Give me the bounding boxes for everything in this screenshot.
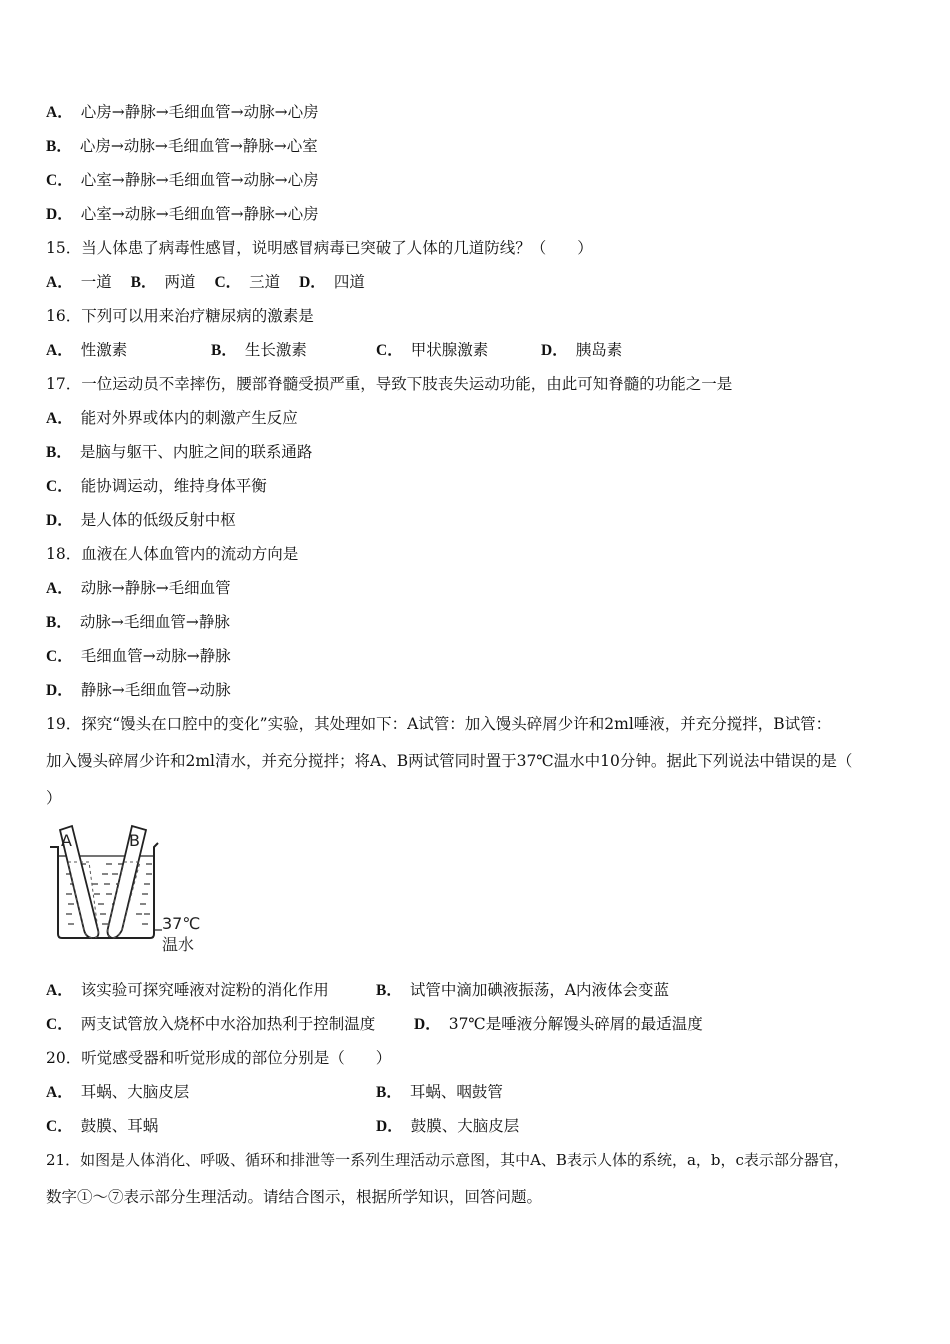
q16-stem: 16．下列可以用来治疗糖尿病的激素是 bbox=[46, 307, 314, 325]
option-label: D． bbox=[46, 206, 73, 223]
q16-option-c bbox=[376, 340, 488, 361]
option-label: C． bbox=[46, 648, 73, 665]
option-text: 是脑与躯干、内脏之间的联系通路 bbox=[79, 443, 313, 461]
q18-option-b bbox=[46, 612, 230, 633]
tube-b-label: B bbox=[129, 831, 140, 850]
q20-option-a bbox=[46, 1082, 189, 1103]
option-label: C． bbox=[214, 274, 242, 291]
option-text: 生长激素 bbox=[244, 341, 307, 359]
q20-option-b bbox=[376, 1082, 503, 1103]
option-text: 胰岛素 bbox=[575, 341, 623, 359]
option-label: D． bbox=[541, 342, 568, 359]
q17-option-d bbox=[46, 510, 236, 531]
option-label: B． bbox=[130, 274, 157, 291]
option-text: 性激素 bbox=[80, 341, 128, 359]
option-text: 心室→静脉→毛细血管→动脉→心房 bbox=[80, 171, 319, 189]
q16-option-d bbox=[541, 340, 622, 361]
q19-stem-line2: 加入馒头碎屑少许和2ml清水，并充分搅拌；将A、B两试管同时置于37℃温水中10分钟。据此下列说法中错误的是（ bbox=[46, 752, 853, 770]
option-text: 心房→动脉→毛细血管→静脉→心室 bbox=[79, 137, 318, 155]
option-label: C． bbox=[46, 172, 73, 189]
q21-stem-line1: 21．如图是人体消化、呼吸、循环和排泄等一系列生理活动示意图，其中A、B表示人体的系统，a，b，c表示部分器官， bbox=[46, 1151, 849, 1169]
beaker-figure bbox=[46, 822, 206, 957]
option-label: A． bbox=[46, 342, 73, 359]
q18-option-c bbox=[46, 646, 231, 667]
option-label: A． bbox=[46, 104, 73, 121]
option-text: 四道 bbox=[333, 273, 365, 291]
option-text: 鼓膜、大脑皮层 bbox=[410, 1117, 520, 1135]
option-label: C． bbox=[376, 342, 403, 359]
tube-b bbox=[108, 826, 147, 938]
option-text: 动脉→静脉→毛细血管 bbox=[80, 579, 231, 597]
option-label: A． bbox=[46, 274, 73, 291]
q19-option-b bbox=[376, 980, 669, 1001]
q17-option-a bbox=[46, 408, 298, 429]
option-text: 是人体的低级反射中枢 bbox=[80, 511, 236, 529]
q20-option-d bbox=[376, 1116, 519, 1137]
option-text: 能协调运动，维持身体平衡 bbox=[80, 477, 267, 495]
temperature-label: 37℃ bbox=[162, 914, 201, 933]
q16-option-b bbox=[211, 340, 307, 361]
q18-option-a bbox=[46, 578, 231, 599]
q14-option-d bbox=[46, 204, 319, 225]
option-text: 试管中滴加碘液振荡，A内液体会变蓝 bbox=[409, 981, 670, 999]
option-label: C． bbox=[46, 478, 73, 495]
q20-stem: 20．听觉感受器和听觉形成的部位分别是（ ） bbox=[46, 1049, 392, 1067]
q17-option-c bbox=[46, 476, 267, 497]
option-label: A． bbox=[46, 982, 73, 999]
option-label: C． bbox=[46, 1016, 73, 1033]
option-label: B． bbox=[376, 1084, 402, 1101]
q14-option-a bbox=[46, 102, 319, 123]
option-text: 一道 bbox=[80, 273, 112, 291]
option-text: 毛细血管→动脉→静脉 bbox=[80, 647, 231, 665]
option-text: 心房→静脉→毛细血管→动脉→心房 bbox=[80, 103, 319, 121]
option-label: A． bbox=[46, 1084, 73, 1101]
option-text: 甲状腺激素 bbox=[410, 341, 489, 359]
q17-option-b bbox=[46, 442, 312, 463]
q15-options bbox=[46, 272, 365, 293]
q16-option-a bbox=[46, 340, 127, 361]
option-text: 耳蜗、咽鼓管 bbox=[409, 1083, 503, 1101]
q19-stem-line1: 19．探究“馒头在口腔中的变化”实验，其处理如下：A试管：加入馒头碎屑少许和2ml唾液，并充分搅拌，B试管： bbox=[46, 715, 832, 733]
q19-stem-line3: ） bbox=[46, 789, 62, 807]
q18-option-d bbox=[46, 680, 231, 701]
q19-option-d bbox=[414, 1014, 703, 1035]
q14-option-b bbox=[46, 136, 318, 157]
q18-stem: 18．血液在人体血管内的流动方向是 bbox=[46, 545, 299, 563]
option-text: 耳蜗、大脑皮层 bbox=[80, 1083, 190, 1101]
tube-a-label: A bbox=[61, 831, 72, 850]
option-text: 两道 bbox=[164, 273, 196, 291]
option-text: 该实验可探究唾液对淀粉的消化作用 bbox=[80, 981, 329, 999]
option-text: 能对外界或体内的刺激产生反应 bbox=[80, 409, 298, 427]
option-label: A． bbox=[46, 410, 73, 427]
option-text: 动脉→毛细血管→静脉 bbox=[79, 613, 230, 631]
option-text: 静脉→毛细血管→动脉 bbox=[80, 681, 231, 699]
option-label: D． bbox=[414, 1016, 441, 1033]
option-label: C． bbox=[46, 1118, 73, 1135]
q21-stem-line2: 数字①～⑦表示部分生理活动。请结合图示，根据所学知识，回答问题。 bbox=[46, 1188, 543, 1206]
q17-stem: 17．一位运动员不幸摔伤，腰部脊髓受损严重，导致下肢丧失运动功能，由此可知脊髓的功能之一是 bbox=[46, 375, 733, 393]
q19-option-a bbox=[46, 980, 329, 1001]
option-text: 两支试管放入烧杯中水浴加热利于控制温度 bbox=[80, 1015, 376, 1033]
option-text: 心室→动脉→毛细血管→静脉→心房 bbox=[80, 205, 319, 223]
option-label: B． bbox=[46, 138, 72, 155]
water-label: 温水 bbox=[162, 935, 195, 954]
option-label: B． bbox=[46, 444, 72, 461]
beaker-diagram bbox=[46, 822, 206, 957]
option-label: D． bbox=[299, 274, 326, 291]
option-label: D． bbox=[46, 512, 73, 529]
option-label: B． bbox=[376, 982, 402, 999]
option-text: 三道 bbox=[249, 273, 281, 291]
option-text: 37℃是唾液分解馒头碎屑的最适温度 bbox=[448, 1015, 703, 1033]
q14-option-c bbox=[46, 170, 319, 191]
q19-option-c bbox=[46, 1014, 375, 1035]
option-label: D． bbox=[46, 682, 73, 699]
option-label: D． bbox=[376, 1118, 403, 1135]
q15-stem: 15．当人体患了病毒性感冒，说明感冒病毒已突破了人体的几道防线？（ ） bbox=[46, 239, 593, 257]
option-label: A． bbox=[46, 580, 73, 597]
option-label: B． bbox=[46, 614, 72, 631]
option-text: 鼓膜、耳蜗 bbox=[80, 1117, 159, 1135]
option-label: B． bbox=[211, 342, 237, 359]
q20-option-c bbox=[46, 1116, 158, 1137]
